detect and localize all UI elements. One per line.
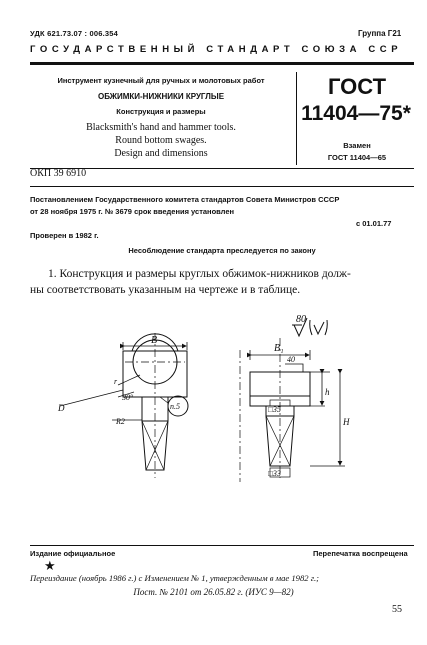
checked-note: Проверен в 1982 г. bbox=[30, 231, 99, 240]
resolution-line1: Постановлением Государственного комитета стандартов Совета Министров СССР bbox=[30, 195, 340, 204]
top-rule bbox=[30, 62, 414, 65]
okp-code: ОКП 39 6910 bbox=[30, 168, 87, 179]
clause-5-label: п.5 bbox=[170, 402, 180, 411]
dim-r: r bbox=[114, 377, 118, 386]
title-ru-line3: Конструкция и размеры bbox=[116, 107, 206, 116]
dim-B1: B₁ bbox=[274, 343, 284, 354]
title-divider bbox=[296, 72, 297, 165]
title-en-line3: Design and dimensions bbox=[114, 148, 208, 159]
body-line1: 1. Конструкция и размеры круглых обжимок-нижников долж- bbox=[48, 268, 351, 280]
page-number: 55 bbox=[392, 604, 402, 615]
dim-40: 40 bbox=[287, 355, 295, 364]
title-en-line1: Blacksmith's hand and hammer tools. bbox=[86, 122, 236, 133]
swage-drawing bbox=[0, 300, 427, 490]
replace-value: ГОСТ 11404—65 bbox=[327, 153, 387, 162]
okp-rule bbox=[30, 186, 414, 187]
official-edition: Издание официальное bbox=[30, 549, 116, 558]
dim-sq33: □33 bbox=[268, 469, 281, 478]
dim-30deg: 30° bbox=[122, 393, 134, 402]
dim-D: D bbox=[58, 403, 65, 413]
reprint-prohibited: Перепечатка воспрещена bbox=[313, 549, 408, 558]
replace-label: Взамен bbox=[343, 141, 371, 150]
star-mark: ★ bbox=[44, 558, 56, 573]
body-line2: ны соответствовать указанным на чертеже и в таблице. bbox=[30, 284, 301, 296]
resolution-date: с 01.01.77 bbox=[356, 219, 392, 228]
udk-code: УДК 621.73.07 : 006.354 bbox=[30, 29, 119, 38]
dim-R2: R2 bbox=[116, 417, 125, 426]
title-bottom-rule bbox=[30, 168, 414, 169]
reprint-note-line2: Пост. № 2101 от 26.05.82 г. (ИУС 9—82) bbox=[133, 587, 294, 597]
reprint-note-line1: Переиздание (ноябрь 1986 г.) с Изменением № 1, утвержденным в мае 1982 г.; bbox=[30, 573, 319, 583]
title-en-line2: Round bottom swages. bbox=[115, 135, 207, 146]
dim-H: H bbox=[343, 417, 350, 427]
gost-number: 11404—75* bbox=[301, 102, 411, 125]
dim-sq35: □35 bbox=[268, 405, 281, 414]
title-ru-line1: Инструмент кузнечный для ручных и молотовых работ bbox=[57, 76, 265, 85]
dim-B: B bbox=[151, 335, 158, 346]
roughness-value: 80 bbox=[296, 314, 306, 325]
state-standard-heading: ГОСУДАРСТВЕННЫЙ СТАНДАРТ СОЮЗА ССР bbox=[30, 44, 403, 55]
resolution-line2: от 28 ноября 1975 г. № 3679 срок введения установлен bbox=[30, 207, 235, 216]
footer-rule bbox=[30, 545, 414, 546]
dim-h: h bbox=[325, 387, 330, 397]
gost-label: ГОСТ bbox=[327, 74, 387, 99]
group-code: Группа Г21 bbox=[358, 29, 402, 38]
warning-note: Несоблюдение стандарта преследуется по закону bbox=[128, 246, 316, 255]
title-ru-line2: ОБЖИМКИ-НИЖНИКИ КРУГЛЫЕ bbox=[97, 92, 225, 101]
